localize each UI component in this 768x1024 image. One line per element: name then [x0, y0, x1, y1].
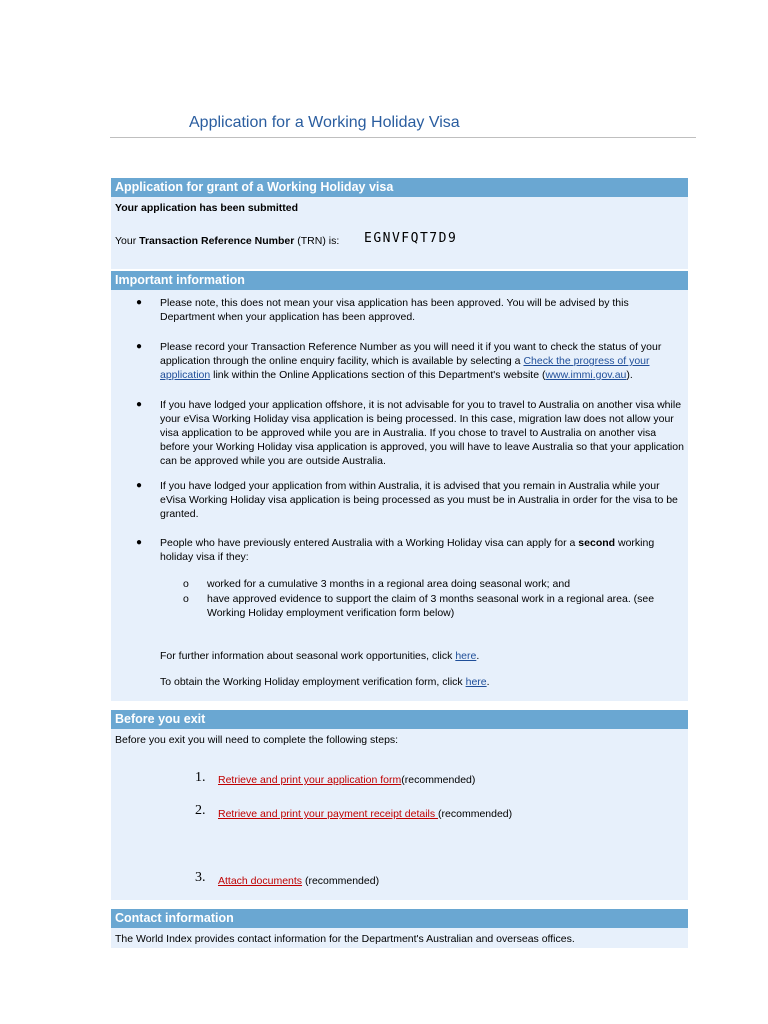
seasonal-work-period: . [476, 650, 480, 662]
contact-text: The World Index provides contact information for the Department's Australian and overseas offices. [115, 933, 575, 945]
step-3-note: (recommended) [302, 875, 380, 887]
attach-documents-link[interactable]: Attach documents [218, 875, 303, 887]
bullet-2-text-c: ). [626, 369, 633, 381]
circle-bullet-icon: o [183, 593, 189, 605]
sub-bullet-2: have approved evidence to support the claim of 3 months seasonal work in a regional area. (see Working Holiday employment verification form below) [207, 593, 655, 619]
bullet-icon: ● [136, 537, 143, 548]
check-progress-link[interactable]: Check the progress of your application [160, 355, 650, 381]
section-header-before-exit: Before you exit [111, 710, 688, 729]
step-3 [218, 874, 379, 888]
retrieve-application-form-link[interactable]: Retrieve and print your application form [218, 774, 402, 786]
step-1-note: (recommended) [401, 774, 476, 786]
trn-label: Transaction Reference Number [139, 235, 295, 247]
step-2 [218, 807, 512, 821]
trn-line [115, 234, 339, 248]
verification-form-here-link[interactable]: here [465, 676, 487, 688]
seasonal-work-here-link[interactable]: here [455, 650, 477, 662]
bullet-icon: ● [136, 399, 143, 410]
bullet-icon: ● [136, 480, 143, 491]
seasonal-work-text: For further information about seasonal work opportunities, click [160, 650, 456, 662]
info-bullet-4: If you have lodged your application from within Australia, it is advised that you remain in Australia while your eVisa Working Holiday visa application is being processed as you must be in Australia in order for the visa to be granted. [160, 480, 678, 520]
title-divider [110, 137, 696, 138]
trn-suffix: (TRN) is: [294, 235, 340, 247]
before-exit-intro: Before you exit you will need to complete the following steps: [115, 734, 399, 746]
info-bullet-5 [160, 536, 684, 564]
step-1 [218, 773, 475, 787]
section-header-contact: Contact information [111, 909, 688, 928]
section-header-application: Application for grant of a Working Holiday visa [111, 178, 688, 197]
info-bullet-1: Please note, this does not mean your visa application has been approved. You will be advised by this Department when your application has been approved. [160, 297, 629, 323]
trn-prefix: Your [115, 235, 140, 247]
immi-website-link[interactable]: www.immi.gov.au [545, 369, 627, 381]
bullet-5-text-a: People who have previously entered Australia with a Working Holiday visa can apply for a [160, 537, 579, 549]
circle-bullet-icon: o [183, 578, 189, 590]
info-bullet-3: If you have lodged your application offshore, it is not advisable for you to travel to Australia on another visa while your eVisa Working Holiday visa application is being processed. In this case, migration law does not allow your visa application to be approved while you are in Australia. If you chose to travel to Australia on another visa before your Working Holiday visa application is approved, you will have to leave Australia so that your application can be approved while you are outside Australia. [160, 399, 684, 467]
bullet-5-text-b: working holiday visa if they: [160, 537, 655, 563]
verification-form-period: . [486, 676, 490, 688]
bullet-5-bold: second [578, 537, 616, 549]
page-title: Application for a Working Holiday Visa [189, 114, 460, 131]
retrieve-payment-receipt-link[interactable]: Retrieve and print your payment receipt details [218, 808, 439, 820]
trn-value: EGNVFQT7D9 [364, 231, 458, 246]
verification-form-line [160, 675, 490, 689]
step-number: 2. [195, 803, 206, 818]
submitted-status: Your application has been submitted [115, 202, 298, 214]
step-number: 1. [195, 770, 206, 785]
bullet-2-text-a: Please record your Transaction Reference Number as you will need it if you want to check the status of your application through the online enquiry facility, which is available by selecting a [160, 341, 662, 367]
step-number: 3. [195, 870, 206, 885]
sub-bullet-1: worked for a cumulative 3 months in a regional area doing seasonal work; and [207, 578, 571, 590]
section-header-important: Important information [111, 271, 688, 290]
info-bullet-2 [160, 340, 684, 382]
bullet-icon: ● [136, 297, 143, 308]
seasonal-work-line [160, 649, 479, 663]
verification-form-text: To obtain the Working Holiday employment verification form, click [160, 676, 466, 688]
bullet-icon: ● [136, 341, 143, 352]
bullet-2-text-b: link within the Online Applications section of this Department's website ( [210, 369, 546, 381]
step-2-note: (recommended) [438, 808, 513, 820]
